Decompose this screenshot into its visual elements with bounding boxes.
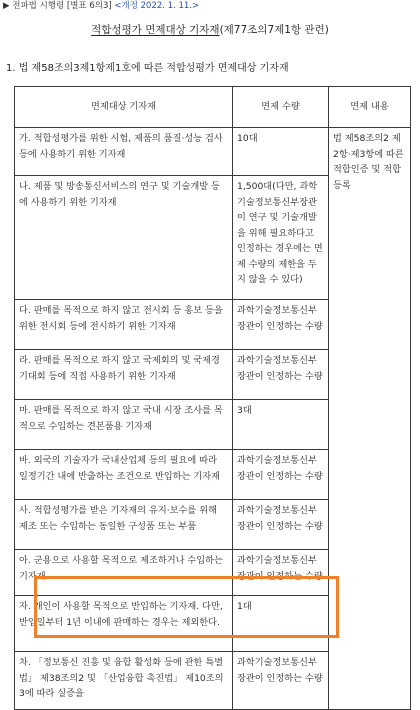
row-item: 자. 개인이 사용할 목적으로 반입하는 기자재. 다만, 반입일부터 1년 이내에 판매하는 경우는 제외한다. (15, 596, 233, 652)
row-item: 다. 판매를 목적으로 하지 않고 전시회 등 홍보 등을 위한 전시회 등에 전시하기 위한 기자재 (15, 300, 233, 350)
header-item: 면제대상 기자재 (15, 87, 233, 128)
header-content: 면제 내용 (329, 87, 411, 128)
row-item: 아. 군용으로 사용할 목적으로 제조하거나 수입하는 기자재 (15, 550, 233, 596)
row-quantity: 3대 (233, 400, 329, 450)
row-item: 사. 적합성평가를 받은 기자재의 유지·보수를 위해 제조 또는 수입하는 동일한 구성품 또는 부품 (15, 500, 233, 550)
row-item: 가. 적합성평가를 위한 시험, 제품의 품질·성능 검사 등에 사용하기 위한 기자재 (15, 128, 233, 176)
row-quantity: 1,500대(다만, 과학기술정보통신부장관이 연구 및 기술개발을 위해 필요하다고 인정하는 경우에는 면제 수량의 제한을 두지 않을 수 있다) (233, 176, 329, 300)
row-item: 라. 판매를 목적으로 하지 않고 국제회의 및 국제경기대회 등에 직접 사용하기 위한 기자재 (15, 350, 233, 400)
exemption-table (14, 86, 411, 710)
document-header (3, 0, 403, 12)
row-quantity: 과학기술정보통신부장관이 인정하는 수량 (233, 550, 329, 596)
row-quantity: 10대 (233, 128, 329, 176)
table-header-row (15, 87, 411, 128)
header-prefix: ▶ 전파법 시행령 [별표 6의3] (3, 1, 112, 11)
row-quantity: 과학기술정보통신부장관이 인정하는 수량 (233, 450, 329, 500)
page-title (0, 22, 420, 38)
revision-date-link[interactable]: <개정 2022. 1. 11.> (114, 1, 200, 11)
row-quantity: 1대 (233, 596, 329, 652)
row-quantity: 과학기술정보통신부장관이 인정하는 수량 (233, 652, 329, 710)
row-quantity: 과학기술정보통신부장관이 인정하는 수량 (233, 500, 329, 550)
title-reference: (제77조의7제1항 관련) (219, 24, 329, 36)
exemption-content-note: 법 제58조의2 제2항·제3항에 따른 적합인증 및 적합등록 (329, 128, 411, 710)
title-main: 적합성평가 면제대상 기자재 (91, 24, 220, 36)
row-quantity: 과학기술정보통신부장관이 인정하는 수량 (233, 350, 329, 400)
row-quantity: 과학기술정보통신부장관이 인정하는 수량 (233, 300, 329, 350)
row-item: 마. 판매를 목적으로 하지 않고 국내 시장 조사를 목적으로 수입하는 견본품용 기자재 (15, 400, 233, 450)
row-item: 바. 외국의 기술자가 국내산업체 등의 필요에 따라 일정기간 내에 반출하는 조건으로 반입하는 기자재 (15, 450, 233, 500)
row-item: 나. 제품 및 방송통신서비스의 연구 및 기술개발 등에 사용하기 위한 기자재 (15, 176, 233, 300)
table-row (15, 128, 411, 176)
header-quantity: 면제 수량 (233, 87, 329, 128)
section-heading: 1. 법 제58조의3제1항제1호에 따른 적합성평가 면제대상 기자재 (6, 63, 289, 74)
row-item: 차. 「정보통신 진흥 및 융합 활성화 등에 관한 특별법」 제38조의2 및 「산업융합 촉진법」 제10조의3에 따라 실증을 (15, 652, 233, 710)
